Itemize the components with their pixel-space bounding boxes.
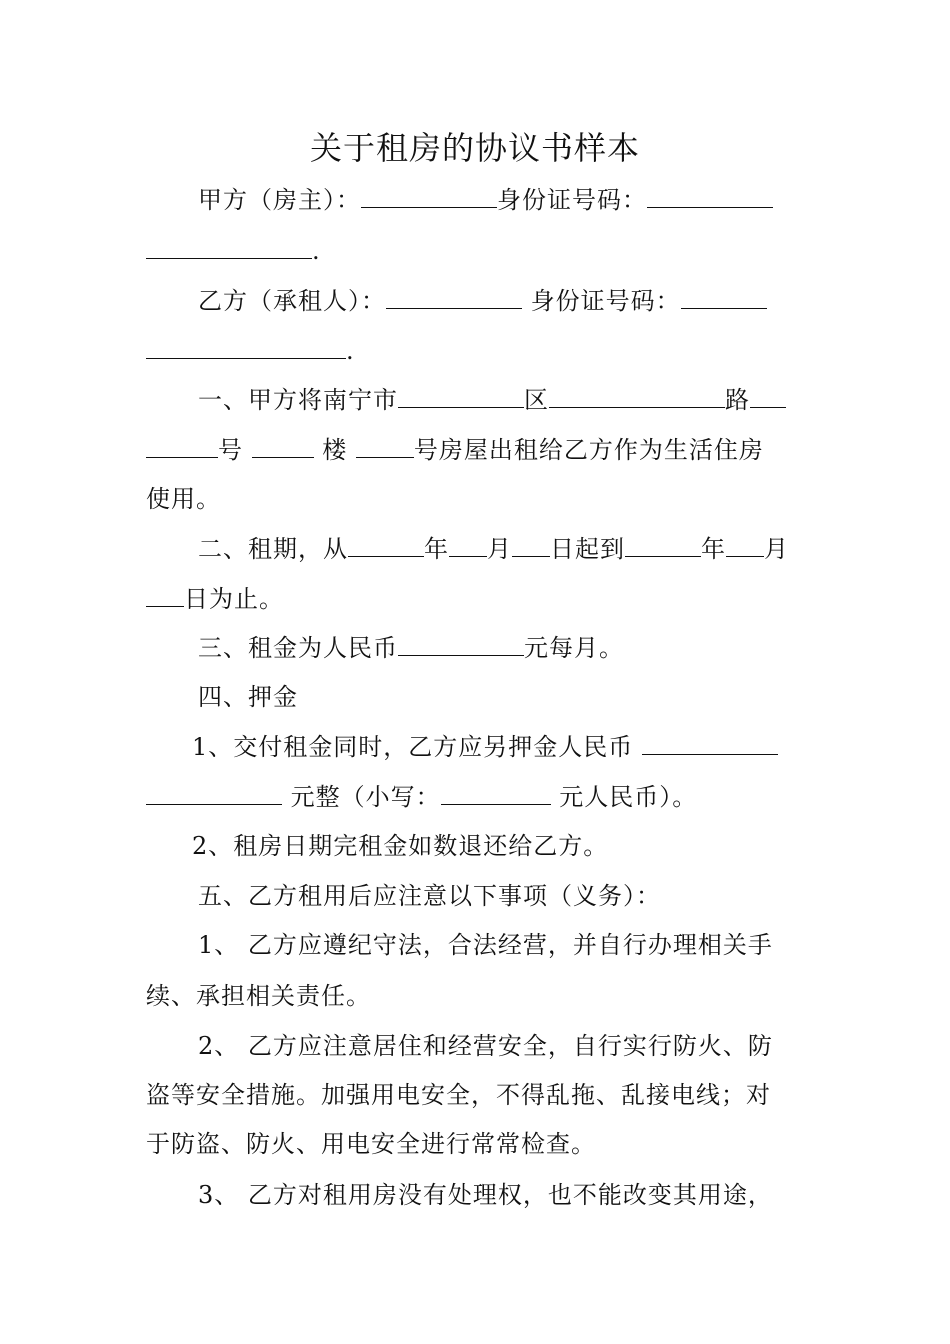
document-title: 关于租房的协议书样本 <box>309 129 640 167</box>
party-b-label: 乙方（承租人）： <box>198 287 386 315</box>
clause-5-item-3-line-1: 3、 乙方对租用房没有处理权，也不能改变其用途， <box>198 1181 773 1209</box>
room-blank <box>356 435 414 458</box>
end-year-blank <box>625 534 701 557</box>
party-b-line <box>198 286 808 316</box>
deposit-text-a: 1、交付租金同时，乙方应另押金人民币 <box>192 733 634 761</box>
clause-5-item-1-line-1: 1、 乙方应遵纪守法，合法经营，并自行办理相关手 <box>198 931 773 959</box>
clause-3-text-a: 三、租金为人民币 <box>198 634 398 662</box>
clause-2-text-b: 年 <box>424 535 449 563</box>
clause-1-line-1 <box>198 385 808 415</box>
party-a-name-blank <box>361 185 497 208</box>
clause-1-text-c: 路 <box>725 386 750 414</box>
clause-1-text-a: 一、甲方将南宁市 <box>198 386 398 414</box>
rent-blank <box>398 633 524 656</box>
clause-3-line <box>198 633 808 663</box>
clause-2-line-1 <box>198 534 808 564</box>
clause-4-heading: 四、押金 <box>198 683 298 711</box>
deposit-amount-blank <box>642 732 778 755</box>
clause-2-text-c: 月 <box>487 535 512 563</box>
clause-2-text-d: 日起到 <box>550 535 625 563</box>
clause-1-text-e: 楼 <box>322 436 348 464</box>
party-a-line <box>198 185 808 215</box>
period-mark: . <box>312 237 321 265</box>
deposit-small-blank <box>441 782 551 805</box>
clause-5-heading: 五、乙方租用后应注意以下事项（义务）： <box>198 882 661 910</box>
party-a-id-blank <box>647 185 773 208</box>
clause-2-text-e: 年 <box>701 535 726 563</box>
deposit-line-3: 2、租房日期完租金如数退还给乙方。 <box>192 832 609 860</box>
end-month-blank <box>726 534 764 557</box>
clause-5-item-2-line-2: 盗等安全措施。加强用电安全，不得乱拖、乱接电线；对 <box>146 1081 771 1109</box>
start-month-blank <box>449 534 487 557</box>
deposit-text-c: 元人民币）。 <box>559 783 698 811</box>
clause-5-item-2-line-1: 2、 乙方应注意居住和经营安全，自行实行防火、防 <box>198 1032 773 1060</box>
party-a-label: 甲方（房主）： <box>198 186 361 214</box>
clause-2-text-a: 二、租期，从 <box>198 535 348 563</box>
district-blank <box>398 385 524 408</box>
road-blank <box>549 385 725 408</box>
clause-1-line-2 <box>146 435 808 465</box>
deposit-line-2 <box>146 782 808 812</box>
clause-5-item-1-line-2: 续、承担相关责任。 <box>146 982 371 1010</box>
party-a-id-blank-2 <box>146 236 312 259</box>
clause-1-text-b: 区 <box>524 386 549 414</box>
clause-2-text-g: 日为止。 <box>184 585 284 613</box>
start-day-blank <box>512 534 550 557</box>
deposit-text-b: 元整（小写： <box>290 783 441 811</box>
party-a-id-continuation <box>146 236 808 266</box>
start-year-blank <box>348 534 424 557</box>
deposit-amount-blank-2 <box>146 782 282 805</box>
party-b-name-blank <box>386 286 522 309</box>
deposit-line-1 <box>192 732 808 762</box>
party-a-id-label: 身份证号码： <box>497 186 647 214</box>
party-b-id-label: 身份证号码： <box>530 287 681 315</box>
clause-3-text-b: 元每月。 <box>524 634 624 662</box>
party-b-id-blank <box>681 286 767 309</box>
clause-1-text-f: 号房屋出租给乙方作为生活住房 <box>413 436 764 464</box>
party-b-id-blank-2 <box>146 336 346 359</box>
building-blank <box>252 435 314 458</box>
period-mark: . <box>346 337 355 365</box>
clause-5-item-2-line-3: 于防盗、防火、用电安全进行常常检查。 <box>146 1130 596 1158</box>
clause-1-text-d: 号 <box>218 436 243 464</box>
party-b-id-continuation <box>146 336 808 366</box>
clause-1-line-3: 使用。 <box>146 485 221 513</box>
end-day-blank <box>146 584 184 607</box>
number-blank-2 <box>146 435 218 458</box>
clause-2-text-f: 月 <box>764 535 789 563</box>
number-blank <box>750 385 786 408</box>
clause-2-line-2 <box>146 584 808 614</box>
